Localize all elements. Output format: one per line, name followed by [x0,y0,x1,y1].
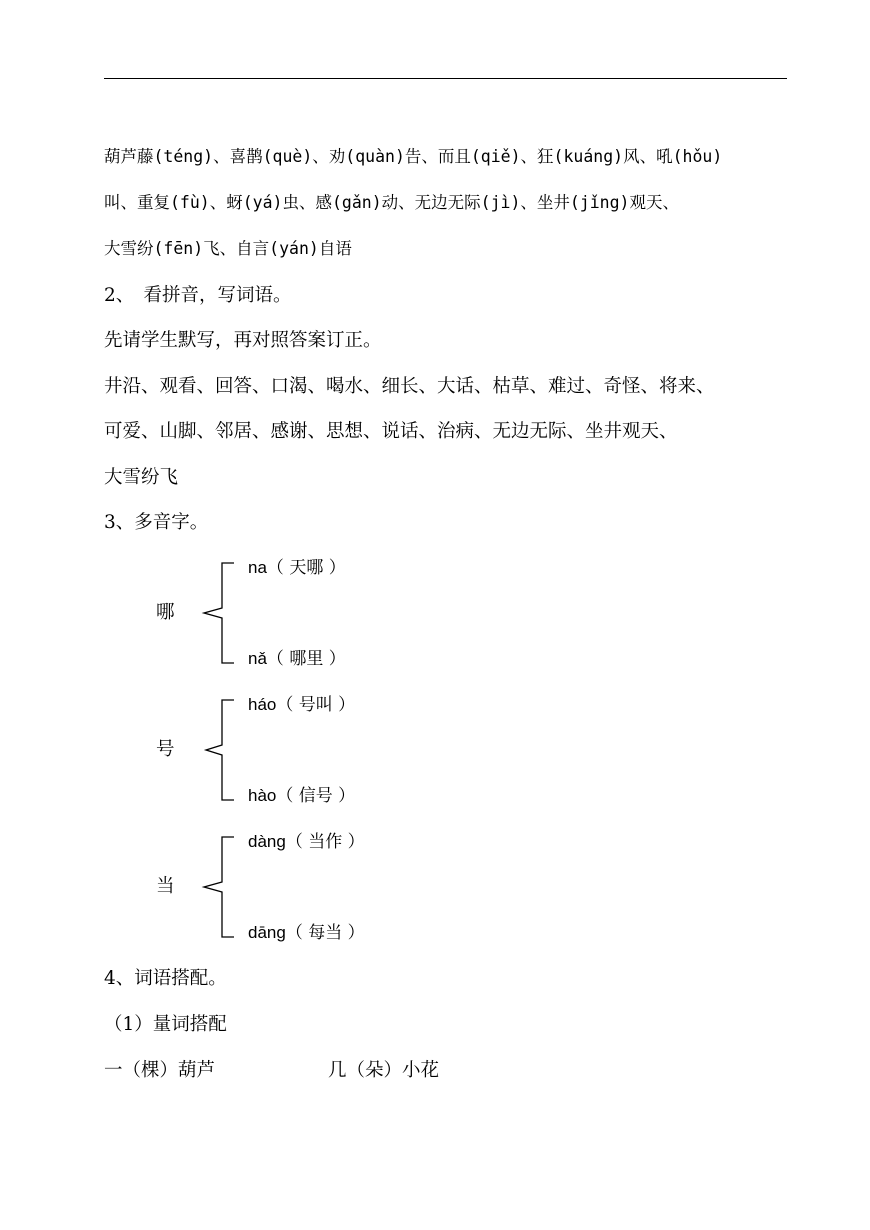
polyphone-char: 当 [156,876,175,897]
example-word: （ 天哪 ） [266,558,346,578]
vocab-line-2: 叫、重复(fù)、蚜(yá)虫、感(gǎn)动、无边无际(jì)、坐井(jǐng)观天、 [104,193,679,212]
brace-icon [200,695,240,805]
section-2-heading: 2、 看拼音，写词语。 [104,285,292,306]
word-list-line-1: 井沿、观看、回答、口渴、喝水、细长、大话、枯草、难过、奇怪、将来、 [104,376,715,397]
section-2-instruction: 先请学生默写，再对照答案订正。 [104,330,382,351]
pinyin: háo [248,695,277,714]
section-4-heading: 4、词语搭配。 [104,968,227,989]
vocab-line-3: 大雪纷(fēn)飞、自言(yán)自语 [104,239,352,258]
example-word: （ 号叫 ） [276,695,356,715]
reading-item [248,693,355,717]
word-list-line-2: 可爱、山脚、邻居、感谢、思想、说话、治病、无边无际、坐井观天、 [104,421,678,442]
pinyin: hào [248,786,277,805]
reading-item [248,784,355,808]
word-list-line-3: 大雪纷飞 [104,467,179,488]
example-word: （ 当作 ） [285,832,365,852]
brace-icon [200,558,240,668]
header-rule [104,78,787,79]
reading-item [248,830,365,854]
pinyin: nǎ [248,649,267,668]
polyphone-char: 哪 [156,602,175,623]
pinyin: dàng [248,832,286,851]
section-3-heading: 3、多音字。 [104,512,209,533]
polyphone-char: 号 [156,739,175,760]
pinyin: na [248,558,267,577]
measure-word-pair: 一（棵）葫芦 [104,1060,216,1081]
reading-item [248,556,346,580]
pinyin: dāng [248,923,286,942]
section-4-subheading: （1）量词搭配 [104,1014,227,1035]
reading-item [248,647,346,671]
vocab-line-1: 葫芦藤(téng)、喜鹊(què)、劝(quàn)告、而且(qiě)、狂(kuáng)风、吼(hǒu) [104,147,723,166]
brace-icon [200,832,240,942]
measure-word-pair: 几（朵）小花 [328,1060,440,1081]
example-word: （ 哪里 ） [266,649,346,669]
example-word: （ 每当 ） [285,923,365,943]
reading-item [248,921,365,945]
example-word: （ 信号 ） [276,786,356,806]
